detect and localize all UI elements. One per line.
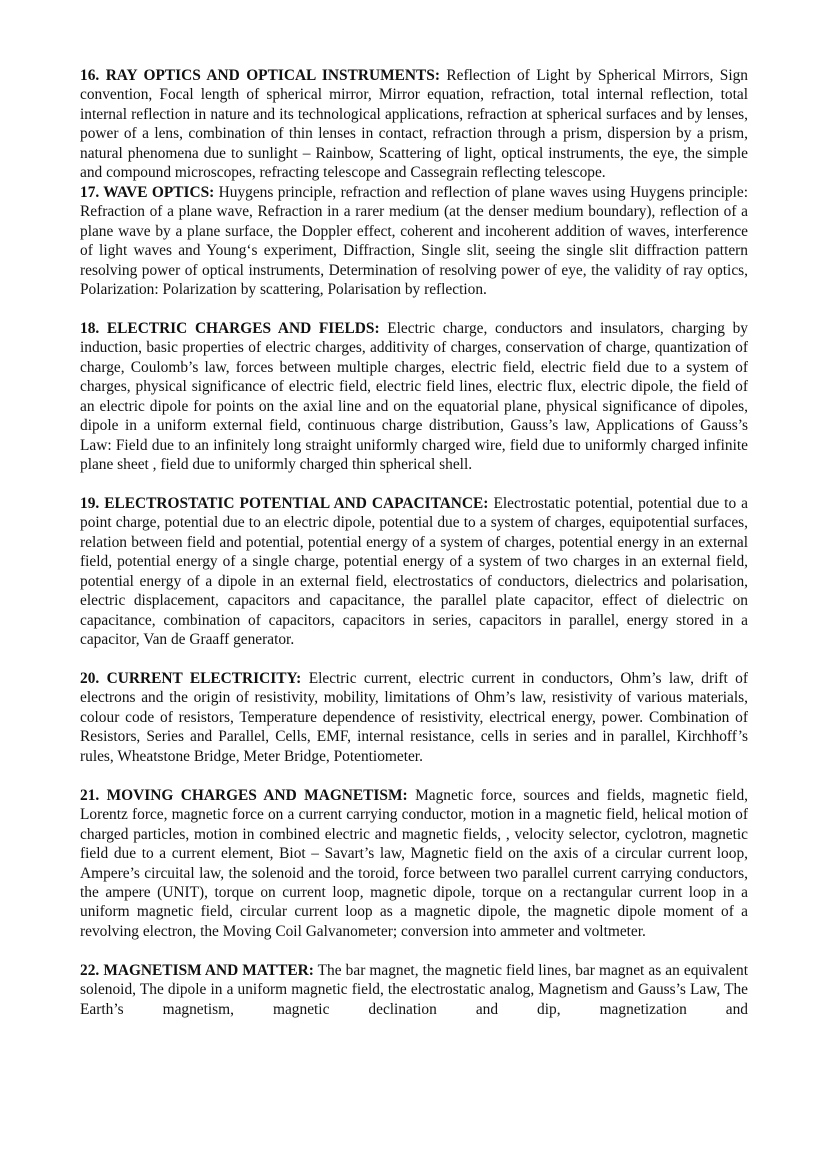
section-19 (80, 494, 748, 650)
section-body: Reflection of Light by Spherical Mirrors, Sign convention, Focal length of spherical mirror, Mirror equation, refraction, total internal reflection, total internal reflection in nature and its technological applications, refraction at spherical surfaces and by lenses, power of a lens, combination of thin lenses in contact, refraction through a prism, dispersion by a prism, natural phenomena due to sunlight – Rainbow, Scattering of light, optical instruments, the eye, the simple and compound microscopes, refracting telescope and Cassegrain reflecting telescope. (80, 67, 748, 182)
section-body: Huygens principle, refraction and reflection of plane waves using Huygens principle: Refraction of a plane wave, Refraction in a rarer medium (at the denser medium boundary), reflection of a plane wave by a plane surface, the Doppler effect, coherent and incoherent addition of waves, interference of light waves and Young‘s experiment, Diffraction, Single slit, seeing the single slit diffraction pattern resolving power of optical instruments, Determination of resolving power of eye, the validity of ray optics, Polarization: Polarization by scattering, Polarisation by reflection. (80, 183, 748, 298)
section-heading: 19. ELECTROSTATIC POTENTIAL AND CAPACITANCE: (80, 494, 489, 512)
section-heading: 22. MAGNETISM AND MATTER: (80, 961, 314, 979)
section-body: Magnetic force, sources and fields, magnetic field, Lorentz force, magnetic force on a current carrying conductor, motion in a magnetic field, helical motion of charged particles, motion in combined electric and magnetic fields, , velocity selector, cyclotron, magnetic field due to a current element, Biot – Savart’s law, Magnetic field on the axis of a circular current loop, Ampere’s circuital law, the solenoid and the toroid, force between two parallel current carrying conductors, the ampere (UNIT), torque on current loop, magnetic dipole, torque on a rectangular current loop in a uniform magnetic field, circular current loop as a magnetic dipole, the magnetic dipole moment of a revolving electron, the Moving Coil Galvanometer; conversion into ammeter and voltmeter. (80, 786, 748, 940)
section-17 (80, 183, 748, 300)
section-21 (80, 786, 748, 942)
section-heading: 20. CURRENT ELECTRICITY: (80, 670, 302, 687)
section-heading: 21. MOVING CHARGES AND MAGNETISM: (80, 786, 408, 804)
section-body: The bar magnet, the magnetic field lines, bar magnet as an equivalent solenoid, The dipole in a uniform magnetic field, the electrostatic analog, Magnetism and Gauss’s Law, The Earth’s magnetism, magnetic declination and dip, magnetization and (80, 961, 748, 1018)
section-20 (80, 669, 748, 766)
section-heading: 18. ELECTRIC CHARGES AND FIELDS: (80, 319, 380, 337)
section-22 (80, 961, 748, 1019)
section-16 (80, 66, 748, 183)
section-heading: 16. RAY OPTICS AND OPTICAL INSTRUMENTS: (80, 67, 440, 84)
section-body: Electric current, electric current in conductors, Ohm’s law, drift of electrons and the origin of resistivity, mobility, limitations of Ohm’s law, resistivity of various materials, colour code of resistors, Temperature dependence of resistivity, electrical energy, power. Combination of Resistors, Series and Parallel, Cells, EMF, internal resistance, cells in series and in parallel, Kirchhoff’s rules, Wheatstone Bridge, Meter Bridge, Potentiometer. (80, 670, 748, 765)
document-page (80, 66, 748, 1019)
section-body: Electrostatic potential, potential due to a point charge, potential due to an electric dipole, potential due to a system of charges, equipotential surfaces, relation between field and potential, potential energy of a system of charges, potential energy in an external field, potential energy of a single charge, potential energy of a system of two charges in an external field, potential energy of a dipole in an external field, electrostatics of conductors, dielectrics and polarisation, electric displacement, capacitors and capacitance, the parallel plate capacitor, effect of dielectric on capacitance, combination of capacitors, capacitors in series, capacitors in parallel, energy stored in a capacitor, Van de Graaff generator. (80, 494, 748, 649)
section-18 (80, 319, 748, 475)
section-heading: 17. WAVE OPTICS: (80, 183, 215, 201)
section-body: Electric charge, conductors and insulators, charging by induction, basic properties of electric charges, additivity of charges, conservation of charge, quantization of charge, Coulomb’s law, forces between multiple charges, electric field, electric field due to a system of charges, physical significance of electric field, electric field lines, electric flux, electric dipole, the field of an electric dipole for points on the axial line and on the equatorial plane, physical significance of dipoles, dipole in a uniform external field, continuous charge distribution, Gauss’s law, Applications of Gauss’s Law: Field due to an infinitely long straight uniformly charged wire, field due to uniformly charged infinite plane sheet , field due to uniformly charged thin spherical shell. (80, 319, 748, 474)
